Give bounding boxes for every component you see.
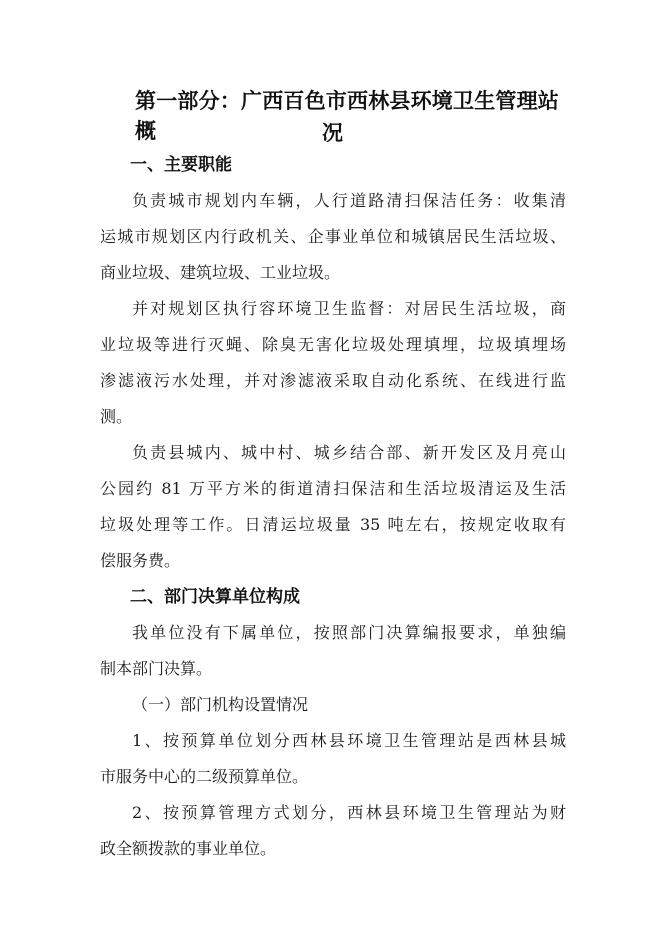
page-title-continued: 况 bbox=[322, 121, 343, 145]
paragraph-line: 1、按预算单位划分西林县环境卫生管理站是西林县城 bbox=[132, 731, 566, 750]
paragraph-line: 2、按预算管理方式划分，西林县环境卫生管理站为财 bbox=[132, 803, 566, 822]
paragraph-line: 并对规划区执行容环境卫生监督：对居民生活垃圾，商 bbox=[132, 299, 566, 318]
section-heading-unit-composition: 二、部门决算单位构成 bbox=[130, 587, 300, 607]
paragraph-line: 政全额拨款的事业单位。 bbox=[100, 839, 277, 858]
sub-heading-org-setup: （一）部门机构设置情况 bbox=[132, 695, 309, 714]
paragraph-line: 我单位没有下属单位，按照部门决算编报要求，单独编 bbox=[132, 623, 566, 642]
paragraph-line: 偿服务费。 bbox=[100, 551, 181, 570]
section-heading-main-functions: 一、主要职能 bbox=[130, 155, 232, 175]
paragraph-line: 运城市规划区内行政机关、企事业单位和城镇居民生活垃圾、 bbox=[100, 227, 566, 246]
paragraph-line: 负责城市规划内车辆，人行道路清扫保洁任务：收集清 bbox=[132, 191, 566, 210]
paragraph-line: 公园约 81 万平方米的街道清扫保洁和生活垃圾清运及生活 bbox=[100, 479, 566, 498]
paragraph-line: 测。 bbox=[100, 407, 133, 426]
paragraph-line: 负责县城内、城中村、城乡结合部、新开发区及月亮山 bbox=[132, 443, 566, 462]
paragraph-line: 垃圾处理等工作。日清运垃圾量 35 吨左右，按规定收取有 bbox=[100, 515, 566, 534]
paragraph-line: 商业垃圾、建筑垃圾、工业垃圾。 bbox=[100, 263, 341, 282]
paragraph-line: 制本部门决算。 bbox=[100, 659, 213, 678]
paragraph-line: 渗滤液污水处理，并对渗滤液采取自动化系统、在线进行监 bbox=[100, 371, 566, 390]
page-title: 第一部分：广西百色市西林县环境卫生管理站概 bbox=[135, 89, 559, 143]
paragraph-line: 业垃圾等进行灭蝇、除臭无害化垃圾处理填埋，垃圾填埋场 bbox=[100, 335, 566, 354]
paragraph-line: 市服务中心的二级预算单位。 bbox=[100, 767, 309, 786]
